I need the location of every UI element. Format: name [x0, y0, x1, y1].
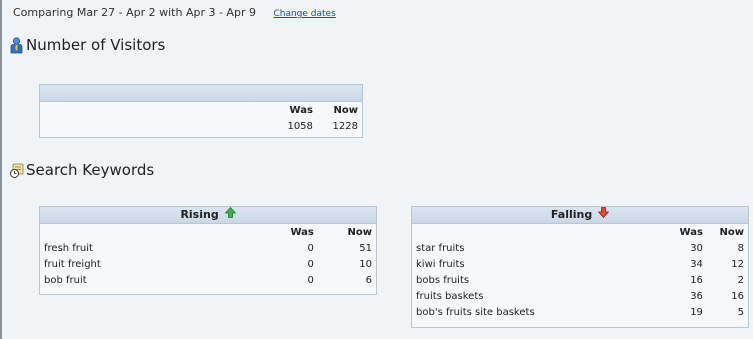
rising-table [40, 224, 376, 288]
rising-header [40, 207, 376, 224]
keywords-title: Search Keywords [26, 161, 155, 179]
rising-title: Rising [180, 208, 219, 221]
visitors-was-value: 1058 [287, 120, 313, 132]
falling-header [412, 207, 748, 224]
col-was: Was [289, 104, 313, 116]
visitors-title: Number of Visitors [26, 36, 166, 54]
arrow-down-icon [598, 207, 609, 223]
visitors-table [40, 102, 362, 134]
falling-title: Falling [550, 208, 593, 221]
col-now: Now [347, 226, 372, 238]
left-border [0, 0, 2, 339]
table-row [40, 118, 362, 134]
falling-table [412, 224, 748, 320]
change-dates-link[interactable]: Change dates [273, 9, 336, 19]
rising-box [39, 206, 377, 295]
arrow-up-icon [225, 207, 236, 223]
table-row: bob's fruits site baskets 19 5 [416, 306, 744, 318]
visitors-box [39, 84, 363, 138]
table-row: fresh fruit 0 51 [44, 242, 372, 254]
table-row: star fruits 30 8 [416, 242, 744, 254]
keywords-clock-icon [9, 162, 24, 179]
col-now: Now [719, 226, 744, 238]
falling-box [411, 206, 749, 328]
keywords-section-title [9, 161, 154, 179]
date-comparison-header [13, 6, 336, 19]
col-now: Now [333, 104, 358, 116]
col-was: Was [679, 226, 703, 238]
visitors-box-header [40, 85, 362, 102]
visitors-now-value: 1228 [332, 120, 358, 132]
table-row: bobs fruits 16 2 [416, 274, 744, 286]
person-icon [9, 37, 24, 54]
comparison-text: Comparing Mar 27 - Apr 2 with Apr 3 - Apr 9 [13, 6, 256, 19]
table-row: kiwi fruits 34 12 [416, 258, 744, 270]
table-row: bob fruit 0 6 [44, 274, 372, 286]
table-row: fruits baskets 36 16 [416, 290, 744, 302]
visitors-section-title [9, 36, 165, 54]
col-was: Was [290, 226, 314, 238]
table-row: fruit freight 0 10 [44, 258, 372, 270]
